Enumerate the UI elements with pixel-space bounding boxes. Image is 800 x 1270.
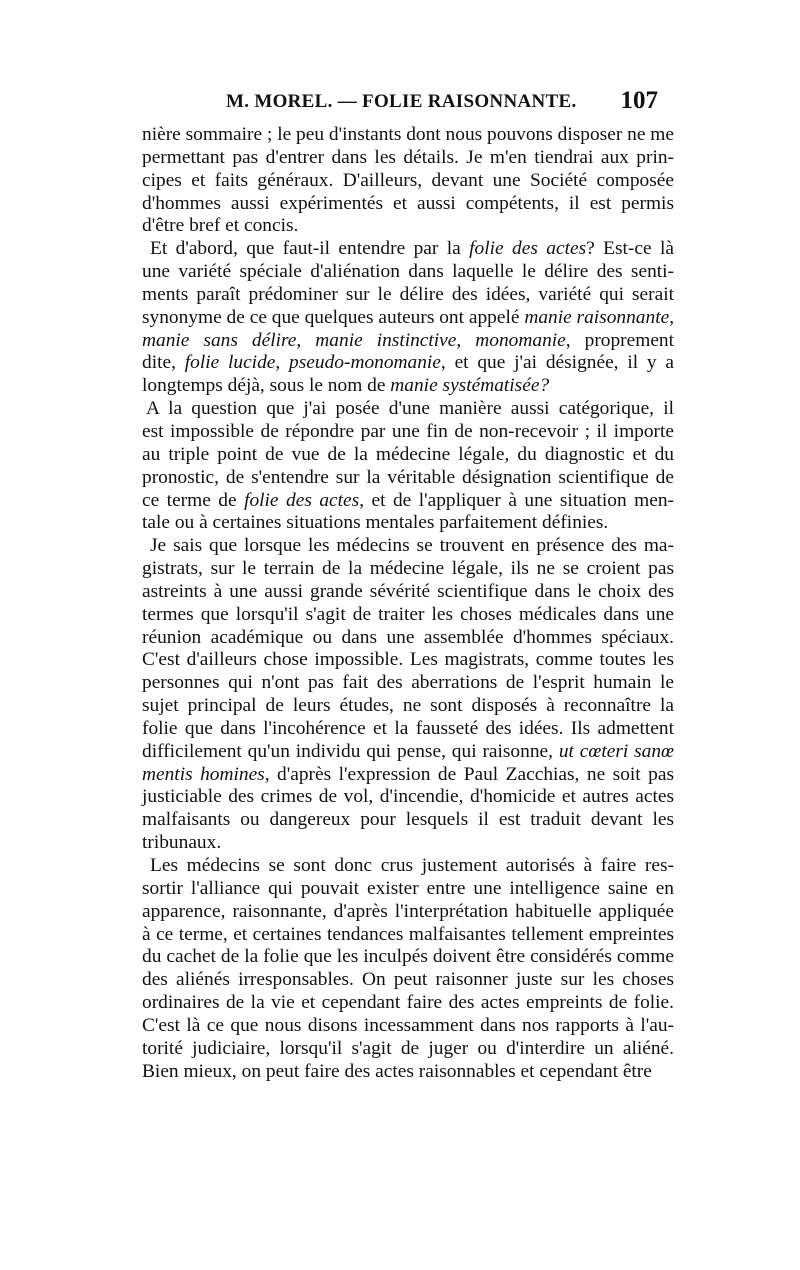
text-line: longtemps déjà, sous le nom de manie systématisée? xyxy=(142,375,550,397)
paragraph xyxy=(142,238,674,398)
text-line: sortir l'alliance qui pouvait exister entre une intelligence saine en xyxy=(142,877,674,899)
text-line: des aliénés irresponsables. On peut raisonner juste sur les choses xyxy=(142,969,674,991)
text-line: au triple point de vue de la médecine légale, du diagnostic et du xyxy=(142,443,674,465)
text-line: Je sais que lorsque les médecins se trouvent en présence des ma- xyxy=(150,535,674,557)
page-header xyxy=(142,89,658,119)
text-line: C'est là ce que nous disons incessamment dans nos rapports à l'au- xyxy=(142,1014,674,1036)
text-line: tribunaux. xyxy=(142,832,222,854)
italic-text: folie des actes xyxy=(469,238,587,260)
text-line: Bien mieux, on peut faire des actes raisonnables et cependant être xyxy=(142,1060,652,1082)
text-line: à ce terme, et certaines tendances malfaisantes tellement empreintes xyxy=(142,923,674,945)
text-line: manie sans délire, manie instinctive, monomanie, proprement xyxy=(142,329,675,351)
text-line: justiciable des crimes de vol, d'incendie, d'homicide et autres actes xyxy=(142,786,674,808)
paragraph xyxy=(142,398,674,535)
italic-text: pseudo-monomanie xyxy=(289,352,441,374)
paragraph xyxy=(142,124,674,238)
paragraph xyxy=(142,855,674,1083)
italic-text: manie instinctive xyxy=(315,329,457,351)
text-line: A la question que j'ai posée d'une manière aussi catégorique, il xyxy=(146,398,674,420)
text-line: folie que dans l'incohérence et la fausseté des idées. Ils admettent xyxy=(142,717,674,739)
italic-text: manie sans délire xyxy=(142,329,297,351)
text-line: réunion académique ou dans une assemblée d'hommes spéciaux. xyxy=(142,626,674,648)
text-line: malfaisants ou dangereux pour lesquels il est traduit devant les xyxy=(142,809,674,831)
text-line: Et d'abord, que faut-il entendre par la folie des actes? Est-ce là xyxy=(150,238,674,260)
text-line: ments paraît prédominer sur le délire des idées, variété qui serait xyxy=(142,283,674,305)
body-text xyxy=(142,124,674,1083)
running-head: M. MOREL. — FOLIE RAISONNANTE. xyxy=(226,91,577,112)
text-line: sujet principal de leurs études, ne sont disposés à reconnaître la xyxy=(142,695,674,717)
text-line: d'hommes aussi expérimentés et aussi compétents, il est permis xyxy=(142,192,674,214)
text-line: dite, folie lucide, pseudo-monomanie, et que j'ai désignée, il y a xyxy=(142,352,674,374)
text-line: mentis homines, d'après l'expression de Paul Zacchias, ne soit pas xyxy=(142,763,674,785)
italic-text: manie raisonnante xyxy=(524,306,670,328)
text-line: apparence, raisonnante, d'après l'interprétation habituelle appliquée xyxy=(142,900,674,922)
text-line: d'être bref et concis. xyxy=(142,215,299,237)
text-line: du cachet de la folie que les inculpés doivent être considérés comme xyxy=(142,946,674,968)
italic-text: monomanie xyxy=(475,329,566,351)
page-number: 107 xyxy=(620,87,658,114)
text-line: Les médecins se sont donc crus justement autorisés à faire res- xyxy=(150,855,674,876)
text-line: tale ou à certaines situations mentales parfaitement définies. xyxy=(142,512,609,534)
text-line: personnes qui n'ont pas fait des aberrations de l'esprit humain le xyxy=(142,672,674,694)
italic-text: manie systématisée? xyxy=(390,375,550,397)
italic-text: ut cœteri sanœ xyxy=(558,740,674,762)
text-line: cipes et faits généraux. D'ailleurs, devant une Société composée xyxy=(142,169,674,191)
text-line: est impossible de répondre par une fin de non-recevoir ; il importe xyxy=(142,420,674,442)
text-line: C'est d'ailleurs chose impossible. Les magistrats, comme toutes les xyxy=(142,649,674,671)
text-line: synonyme de ce que quelques auteurs ont appelé manie raisonnante, xyxy=(142,306,675,328)
text-line: nière sommaire ; le peu d'instants dont nous pouvons disposer ne me xyxy=(142,124,674,145)
text-line: ce terme de folie des actes, et de l'appliquer à une situation men- xyxy=(142,489,674,511)
italic-text: folie lucide xyxy=(184,352,276,374)
text-line: ordinaires de la vie et cependant faire des actes empreints de folie. xyxy=(142,992,674,1014)
text-line: une variété spéciale d'aliénation dans laquelle le délire des senti- xyxy=(142,261,674,283)
text-line: termes que lorsqu'il s'agit de traiter les choses médicales dans une xyxy=(142,603,674,625)
paragraph xyxy=(142,535,674,855)
text-line: difficilement qu'un individu qui pense, qui raisonne, ut cœteri sanœ xyxy=(142,740,674,762)
italic-text: mentis homines xyxy=(142,763,265,785)
text-line: pronostic, de s'entendre sur la véritable désignation scientifique de xyxy=(142,466,674,488)
text-line: permettant pas d'entrer dans les détails. Je m'en tiendrai aux prin- xyxy=(142,146,674,168)
text-line: torité judiciaire, lorsqu'il s'agit de juger ou d'interdire un aliéné. xyxy=(142,1037,674,1059)
text-line: gistrats, sur le terrain de la médecine légale, ils ne se croient pas xyxy=(142,558,674,580)
italic-text: folie des actes xyxy=(244,489,360,511)
text-line: astreints à une aussi grande sévérité scientifique dans le choix des xyxy=(142,580,674,602)
